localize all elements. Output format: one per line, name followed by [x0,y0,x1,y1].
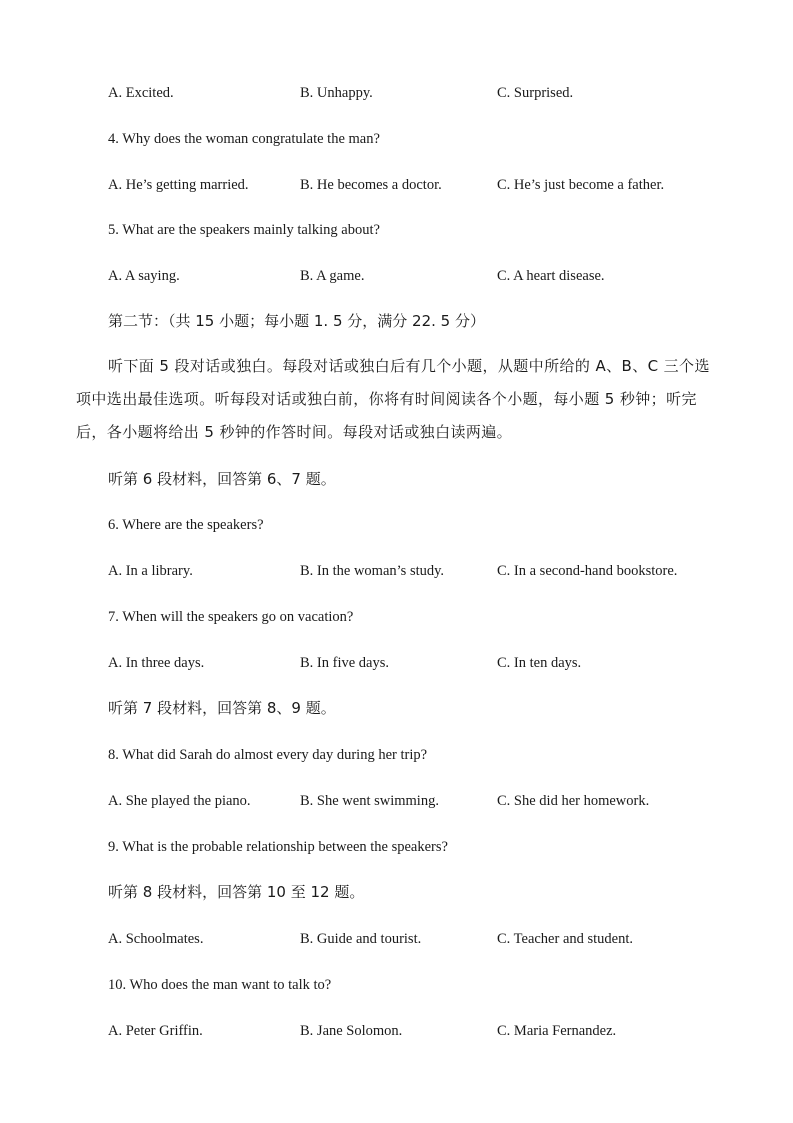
section-heading: 第二节：（共 15 小题；每小题 1. 5 分，满分 22. 5 分） [108,312,485,330]
option-a: A. She played the piano. [108,793,251,809]
option-b: B. In the woman’s study. [300,563,445,579]
option-a: A. Peter Griffin. [108,1023,203,1039]
option-c: C. Teacher and student. [497,931,634,947]
option-c: C. A heart disease. [497,268,605,284]
option-a: A. In a library. [108,563,193,579]
option-c: C. She did her homework. [497,793,650,809]
option-c: C. He’s just become a father. [497,177,665,193]
question-7: 7. When will the speakers go on vacation? [108,609,354,625]
option-a: A. Schoolmates. [108,931,204,947]
option-c: C. Surprised. [497,85,574,101]
passage-intro: 听第 6 段材料，回答第 6、7 题。 [108,470,336,488]
option-b: B. A game. [300,268,365,284]
option-b: B. In five days. [300,655,389,671]
option-c: C. In a second-hand bookstore. [497,563,678,579]
option-b: B. He becomes a doctor. [300,177,442,193]
option-c: C. Maria Fernandez. [497,1023,617,1039]
question-6: 6. Where are the speakers? [108,517,264,533]
option-c: C. In ten days. [497,655,582,671]
section-instructions: 听下面 5 段对话或独白。每段对话或独白后有几个小题，从题中所给的 A、B、C 三个选项中选出最佳选项。听每段对话或独白前，你将有时间阅读各个小题，每小题 5 秒钟；听完后，各小题将给出 5 秒钟的作答时间。每段对话或独白读两遍。 [76,357,710,441]
option-a: A. Excited. [108,85,174,101]
question-10: 10. Who does the man want to talk to? [108,977,332,993]
question-9: 9. What is the probable relationship between the speakers? [108,839,448,855]
option-a: A. He’s getting married. [108,177,249,193]
question-5: 5. What are the speakers mainly talking about? [108,222,380,238]
option-b: B. Unhappy. [300,85,373,101]
question-4: 4. Why does the woman congratulate the man? [108,131,380,147]
option-a: A. In three days. [108,655,205,671]
option-b: B. She went swimming. [300,793,439,809]
option-b: B. Jane Solomon. [300,1023,403,1039]
passage-intro: 听第 7 段材料，回答第 8、9 题。 [108,699,336,717]
option-b: B. Guide and tourist. [300,931,422,947]
question-8: 8. What did Sarah do almost every day during her trip? [108,747,428,763]
option-a: A. A saying. [108,268,180,284]
passage-intro: 听第 8 段材料，回答第 10 至 12 题。 [108,883,365,901]
